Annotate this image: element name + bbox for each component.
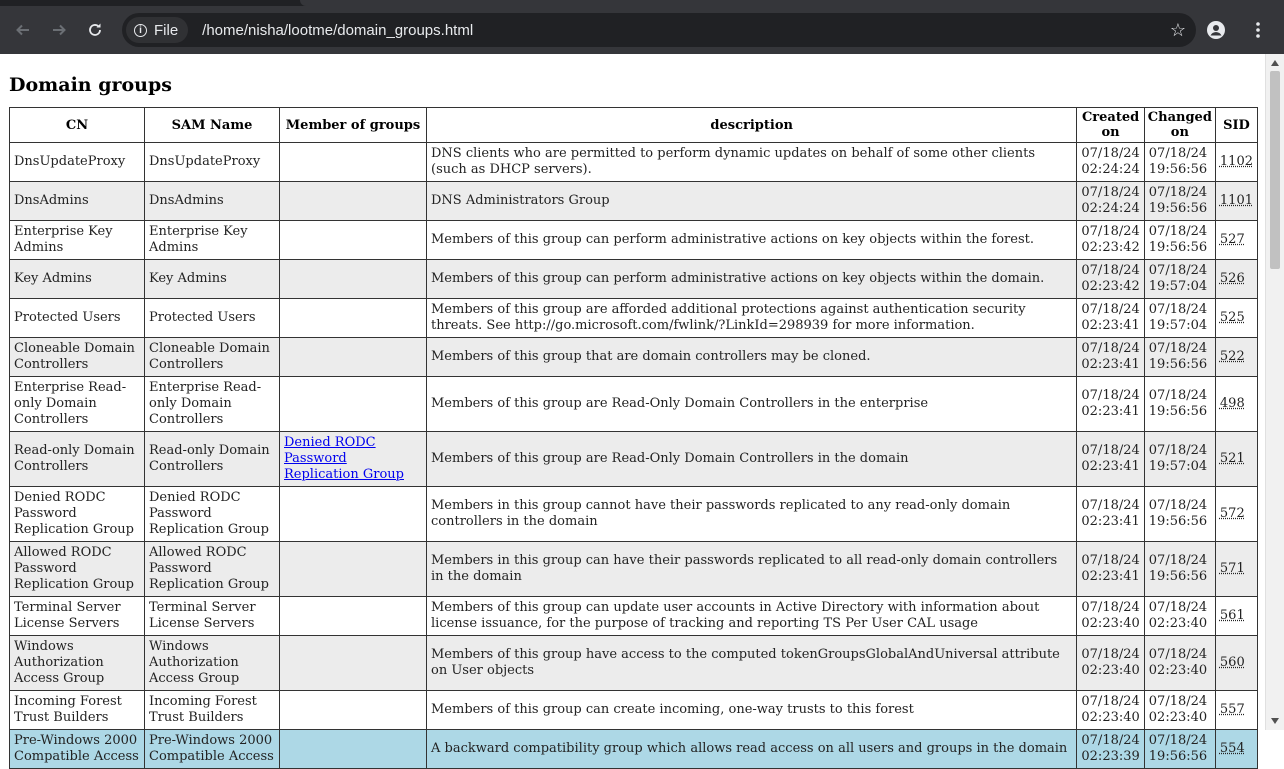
changed-on-cell: 07/18/24 02:23:40 — [1144, 597, 1215, 636]
sid-cell — [1215, 338, 1257, 377]
sam-name-cell: Protected Users — [145, 299, 280, 338]
cn-cell: Terminal Server License Servers — [10, 597, 145, 636]
sam-name-cell: Key Admins — [145, 260, 280, 299]
sid-value: 571 — [1219, 561, 1245, 576]
sid-value: 522 — [1219, 349, 1245, 364]
table-header-row — [10, 108, 1258, 143]
sam-name-cell: Enterprise Read-only Domain Controllers — [145, 377, 280, 432]
changed-on-cell: 07/18/24 19:56:56 — [1144, 377, 1215, 432]
created-on-cell: 07/18/24 02:23:41 — [1077, 299, 1144, 338]
member-of-cell — [280, 542, 427, 597]
sid-value: 525 — [1219, 310, 1245, 325]
page-content — [0, 54, 1266, 769]
arrow-right-icon — [51, 22, 67, 38]
created-on-cell: 07/18/24 02:23:41 — [1077, 338, 1144, 377]
created-on-cell: 07/18/24 02:23:42 — [1077, 260, 1144, 299]
sid-cell — [1215, 542, 1257, 597]
created-on-cell: 07/18/24 02:23:41 — [1077, 377, 1144, 432]
sid-value: 560 — [1219, 655, 1245, 670]
sam-name-cell: DnsUpdateProxy — [145, 143, 280, 182]
sam-name-cell: DnsAdmins — [145, 182, 280, 221]
description-cell: Members of this group are afforded additional protections against authentication security threats. See http://go.microsoft.com/fwlink/?LinkId=298939 for more information. — [427, 299, 1077, 338]
sid-cell — [1215, 260, 1257, 299]
header-description: description — [427, 108, 1077, 143]
created-on-cell: 07/18/24 02:23:40 — [1077, 636, 1144, 691]
created-on-cell: 07/18/24 02:23:40 — [1077, 691, 1144, 730]
created-on-cell: 07/18/24 02:23:40 — [1077, 597, 1144, 636]
site-info-button[interactable] — [126, 17, 188, 43]
header-sid: SID — [1215, 108, 1257, 143]
changed-on-cell: 07/18/24 02:23:40 — [1144, 636, 1215, 691]
back-button[interactable] — [5, 12, 41, 48]
cn-cell: DnsUpdateProxy — [10, 143, 145, 182]
address-bar[interactable] — [122, 13, 1196, 47]
url-text[interactable]: /home/nisha/lootme/domain_groups.html — [202, 21, 474, 39]
cn-cell: Windows Authorization Access Group — [10, 636, 145, 691]
sid-cell — [1215, 221, 1257, 260]
member-of-cell — [280, 691, 427, 730]
description-cell: Members of this group can perform administrative actions on key objects within the forest. — [427, 221, 1077, 260]
member-of-cell — [280, 338, 427, 377]
info-icon: i — [134, 24, 147, 37]
sid-cell — [1215, 597, 1257, 636]
table-row — [10, 487, 1258, 542]
changed-on-cell: 07/18/24 19:56:56 — [1144, 542, 1215, 597]
sid-value: 498 — [1219, 396, 1245, 411]
cn-cell: Protected Users — [10, 299, 145, 338]
cn-cell: Enterprise Key Admins — [10, 221, 145, 260]
member-of-cell — [280, 260, 427, 299]
description-cell: Members of this group have access to the computed tokenGroupsGlobalAndUniversal attribute on User objects — [427, 636, 1077, 691]
member-of-cell — [280, 597, 427, 636]
member-group-link[interactable]: Denied RODC Password Replication Group — [284, 435, 404, 482]
header-created-on: Created on — [1077, 108, 1144, 143]
bookmark-star-icon[interactable]: ☆ — [1169, 19, 1186, 40]
sam-name-cell: Terminal Server License Servers — [145, 597, 280, 636]
header-cn: CN — [10, 108, 145, 143]
header-changed-on: Changed on — [1144, 108, 1215, 143]
cn-cell: DnsAdmins — [10, 182, 145, 221]
sid-value: 554 — [1219, 741, 1245, 756]
changed-on-cell: 07/18/24 19:57:04 — [1144, 432, 1215, 487]
site-info-label: File — [154, 21, 179, 39]
page-viewport — [0, 54, 1284, 764]
sam-name-cell: Enterprise Key Admins — [145, 221, 280, 260]
table-row — [10, 299, 1258, 338]
sid-cell — [1215, 182, 1257, 221]
table-row — [10, 432, 1258, 487]
member-of-cell — [280, 432, 427, 487]
changed-on-cell: 07/18/24 19:56:56 — [1144, 487, 1215, 542]
member-of-cell — [280, 377, 427, 432]
scroll-up-icon[interactable] — [1271, 60, 1279, 66]
member-of-cell — [280, 730, 427, 769]
reload-button[interactable] — [77, 12, 113, 48]
created-on-cell: 07/18/24 02:24:24 — [1077, 143, 1144, 182]
changed-on-cell: 07/18/24 19:56:56 — [1144, 338, 1215, 377]
sam-name-cell: Denied RODC Password Replication Group — [145, 487, 280, 542]
table-row — [10, 260, 1258, 299]
sid-cell — [1215, 636, 1257, 691]
kebab-menu-icon — [1256, 22, 1260, 38]
member-of-cell — [280, 636, 427, 691]
description-cell: Members of this group can perform administrative actions on key objects within the domain. — [427, 260, 1077, 299]
table-row — [10, 691, 1258, 730]
sid-value: 561 — [1219, 608, 1245, 623]
changed-on-cell: 07/18/24 19:56:56 — [1144, 143, 1215, 182]
scrollbar-thumb[interactable] — [1270, 71, 1280, 269]
description-cell: Members of this group can create incoming, one-way trusts to this forest — [427, 691, 1077, 730]
description-cell: Members of this group are Read-Only Domain Controllers in the domain — [427, 432, 1077, 487]
description-cell: Members in this group cannot have their passwords replicated to any read-only domain controllers in the domain — [427, 487, 1077, 542]
arrow-left-icon — [15, 22, 31, 38]
sid-value: 1101 — [1219, 193, 1253, 208]
member-of-cell — [280, 299, 427, 338]
cn-cell: Pre-Windows 2000 Compatible Access — [10, 730, 145, 769]
created-on-cell: 07/18/24 02:23:41 — [1077, 542, 1144, 597]
created-on-cell: 07/18/24 02:23:42 — [1077, 221, 1144, 260]
description-cell: DNS clients who are permitted to perform dynamic updates on behalf of some other clients (such as DHCP servers). — [427, 143, 1077, 182]
created-on-cell: 07/18/24 02:23:39 — [1077, 730, 1144, 769]
header-member-of: Member of groups — [280, 108, 427, 143]
sid-cell — [1215, 487, 1257, 542]
changed-on-cell: 07/18/24 19:56:56 — [1144, 730, 1215, 769]
sid-cell — [1215, 432, 1257, 487]
forward-button[interactable] — [41, 12, 77, 48]
changed-on-cell: 07/18/24 19:57:04 — [1144, 299, 1215, 338]
created-on-cell: 07/18/24 02:24:24 — [1077, 182, 1144, 221]
cn-cell: Enterprise Read-only Domain Controllers — [10, 377, 145, 432]
page-title: Domain groups — [9, 74, 172, 96]
description-cell: Members in this group can have their passwords replicated to all read-only domain controllers in the domain — [427, 542, 1077, 597]
description-cell: A backward compatibility group which allows read access on all users and groups in the domain — [427, 730, 1077, 769]
cn-cell: Read-only Domain Controllers — [10, 432, 145, 487]
person-icon — [1207, 21, 1225, 39]
member-of-cell — [280, 221, 427, 260]
created-on-cell: 07/18/24 02:23:41 — [1077, 487, 1144, 542]
table-row — [10, 377, 1258, 432]
description-cell: Members of this group that are domain controllers may be cloned. — [427, 338, 1077, 377]
sid-cell — [1215, 377, 1257, 432]
menu-button[interactable] — [1244, 16, 1272, 44]
vertical-scrollbar[interactable] — [1265, 54, 1284, 730]
sam-name-cell: Incoming Forest Trust Builders — [145, 691, 280, 730]
table-row — [10, 338, 1258, 377]
table-row — [10, 542, 1258, 597]
member-of-cell — [280, 487, 427, 542]
sam-name-cell: Read-only Domain Controllers — [145, 432, 280, 487]
browser-toolbar — [0, 6, 1284, 54]
sid-value: 557 — [1219, 702, 1245, 717]
member-of-cell — [280, 143, 427, 182]
sid-value: 1102 — [1219, 154, 1253, 169]
changed-on-cell: 07/18/24 02:23:40 — [1144, 691, 1215, 730]
table-row — [10, 221, 1258, 260]
header-sam-name: SAM Name — [145, 108, 280, 143]
changed-on-cell: 07/18/24 19:56:56 — [1144, 182, 1215, 221]
table-row — [10, 730, 1258, 769]
table-row — [10, 143, 1258, 182]
profile-button[interactable] — [1202, 16, 1230, 44]
cn-cell: Incoming Forest Trust Builders — [10, 691, 145, 730]
description-cell: DNS Administrators Group — [427, 182, 1077, 221]
sid-value: 572 — [1219, 506, 1245, 521]
sid-cell — [1215, 143, 1257, 182]
changed-on-cell: 07/18/24 19:56:56 — [1144, 221, 1215, 260]
cn-cell: Denied RODC Password Replication Group — [10, 487, 145, 542]
sid-value: 527 — [1219, 232, 1245, 247]
sid-value: 521 — [1219, 451, 1245, 466]
sid-cell — [1215, 730, 1257, 769]
cn-cell: Cloneable Domain Controllers — [10, 338, 145, 377]
cn-cell: Allowed RODC Password Replication Group — [10, 542, 145, 597]
sid-cell — [1215, 691, 1257, 730]
sam-name-cell: Allowed RODC Password Replication Group — [145, 542, 280, 597]
scroll-down-icon[interactable] — [1271, 718, 1279, 724]
changed-on-cell: 07/18/24 19:57:04 — [1144, 260, 1215, 299]
reload-icon — [87, 22, 103, 38]
created-on-cell: 07/18/24 02:23:41 — [1077, 432, 1144, 487]
cn-cell: Key Admins — [10, 260, 145, 299]
member-of-cell — [280, 182, 427, 221]
sid-cell — [1215, 299, 1257, 338]
sam-name-cell: Pre-Windows 2000 Compatible Access — [145, 730, 280, 769]
sid-value: 526 — [1219, 271, 1245, 286]
table-row — [10, 182, 1258, 221]
description-cell: Members of this group can update user accounts in Active Directory with information about license issuance, for the purpose of tracking and reporting TS Per User CAL usage — [427, 597, 1077, 636]
sam-name-cell: Cloneable Domain Controllers — [145, 338, 280, 377]
description-cell: Members of this group are Read-Only Domain Controllers in the enterprise — [427, 377, 1077, 432]
table-row — [10, 597, 1258, 636]
table-row — [10, 636, 1258, 691]
sam-name-cell: Windows Authorization Access Group — [145, 636, 280, 691]
groups-table — [9, 107, 1258, 769]
